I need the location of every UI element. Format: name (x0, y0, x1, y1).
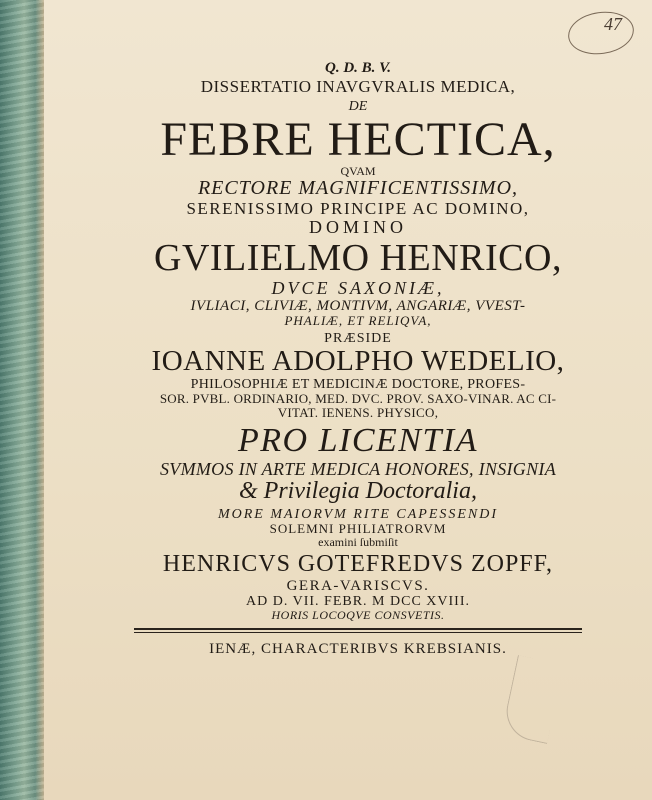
praeses-title-line-1: PHILOSOPHIÆ ET MEDICINÆ DOCTORE, PROFES- (190, 376, 526, 392)
divider-rule (134, 628, 582, 630)
de-line: DE (348, 98, 368, 114)
praeside-line: PRÆSIDE (324, 330, 392, 346)
quam-line: QVAM (340, 164, 376, 179)
author-origin: GERA-VARISCVS. (286, 578, 430, 595)
domino-line: DOMINO (309, 217, 407, 238)
divider-rule-thin (134, 632, 582, 633)
folio-number: 47 (604, 14, 622, 34)
title-page-text (88, 60, 628, 658)
rector-name: GVILIELMO HENRICO, (154, 236, 562, 279)
privilegia-line: & Privilegia Doctoralia, (239, 478, 477, 505)
territories-line-1: IVLIACI, CLIVIÆ, MONTIVM, ANGARIÆ, VVEST- (190, 298, 526, 315)
serenissimo-line: SERENISSIMO PRINCIPE AC DOMINO, (186, 199, 530, 219)
solemni-line: SOLEMNI PHILIATRORVM (269, 521, 447, 537)
praeses-title-line-3: VITAT. IENENS. PHYSICO, (277, 405, 439, 421)
library-stamp (565, 8, 636, 59)
genre-line: DISSERTATIO INAVGVRALIS MEDICA, (200, 77, 516, 97)
pro-licentia-line: PRO LICENTIA (238, 422, 478, 460)
invocation: Q. D. B. V. (325, 60, 391, 76)
rectore-line: RECTORE MAGNIFICENTISSIMO, (197, 177, 519, 200)
horis-line: HORIS LOCOQVE CONSVETIS. (271, 608, 445, 623)
territories-line-2: PHALIÆ, ET RELIQVA, (284, 313, 432, 329)
dissertation-title: FEBRE HECTICA, (160, 112, 556, 166)
imprint-line: IENÆ, CHARACTERIBVS KREBSIANIS. (209, 641, 507, 658)
summos-line: SVMMOS IN ARTE MEDICA HONORES, INSIGNIA (160, 458, 556, 479)
disputation-date: AD D. VII. FEBR. M DCC XVIII. (246, 594, 470, 610)
praeses-title-line-2: SOR. PVBL. ORDINARIO, MED. DVC. PROV. SAXO-VINAR. AC CI- (159, 391, 557, 407)
pencil-mark (501, 655, 564, 744)
book-spine (0, 0, 44, 800)
title-page (44, 0, 652, 800)
author-name: HENRICVS GOTEFREDVS ZOPFF, (162, 551, 554, 578)
examini-line: examini ſubmiſit (318, 535, 398, 550)
praeses-name: IOANNE ADOLPHO WEDELIO, (151, 344, 565, 377)
more-line: MORE MAIORVM RITE CAPESSENDI (217, 507, 499, 523)
duce-line: DVCE SAXONIÆ, (271, 277, 445, 298)
